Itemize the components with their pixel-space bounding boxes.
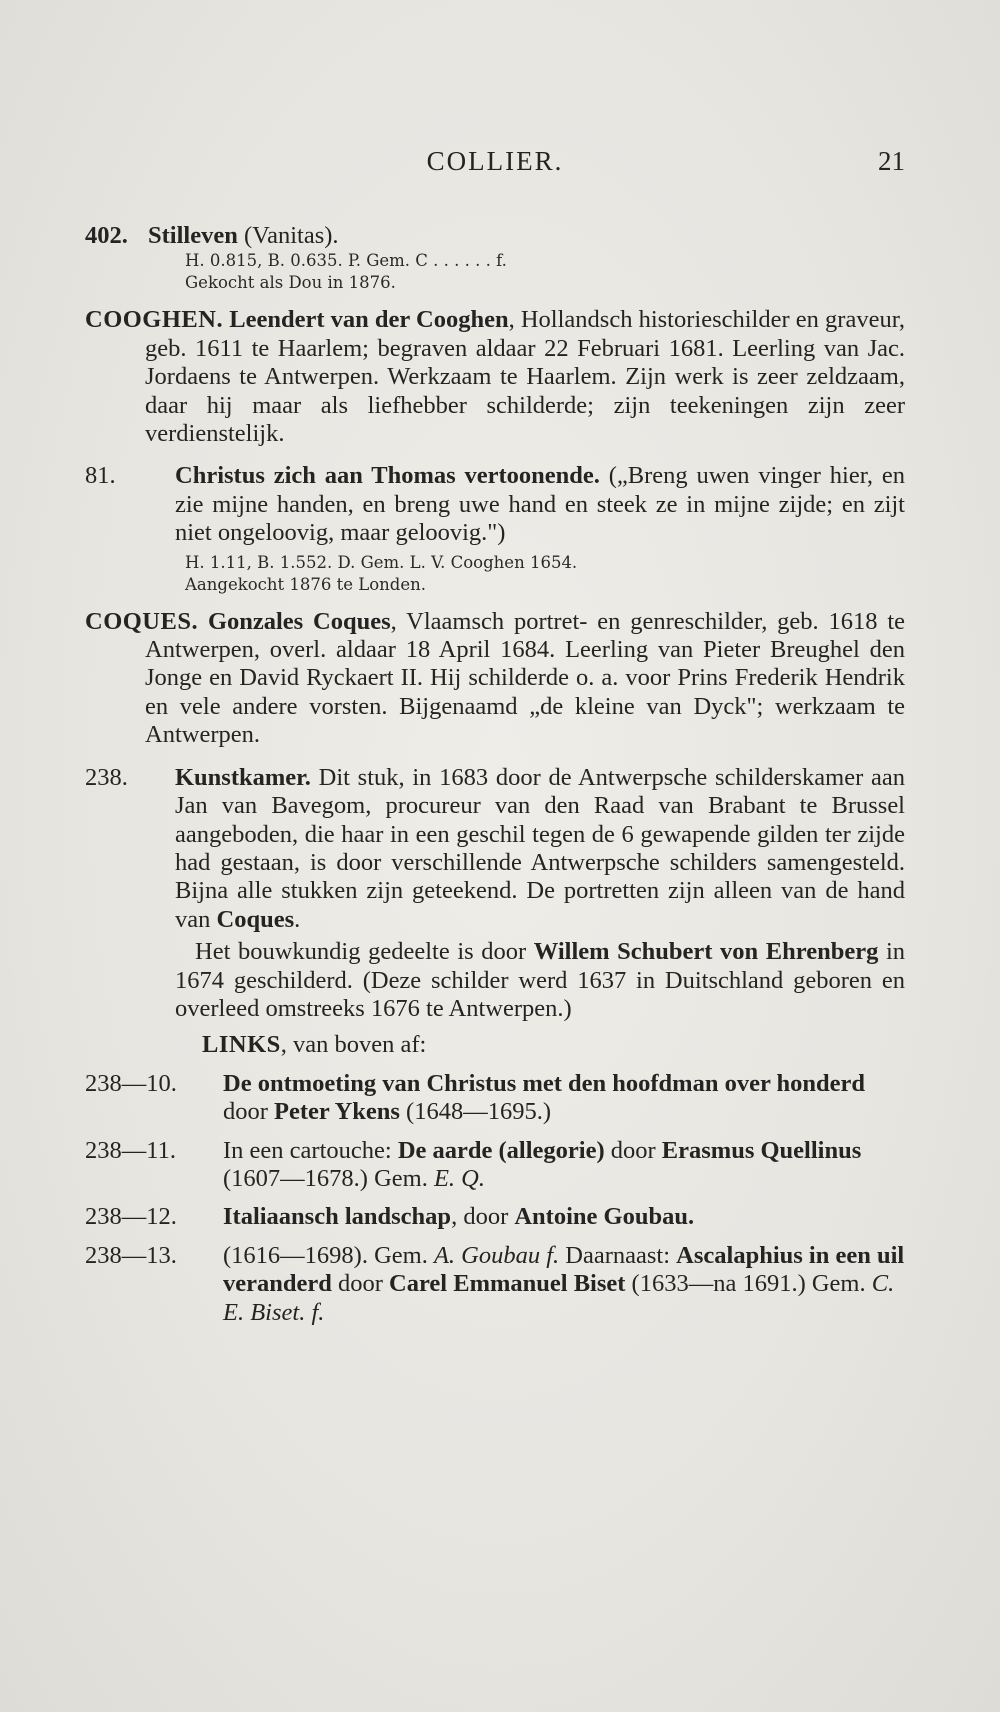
sub-item-artist: Antoine Goubau.: [514, 1203, 695, 1231]
artist-coques: [85, 608, 905, 750]
paragraph-text: Het bouwkundig gedeelte is door: [195, 938, 534, 966]
sub-item-by: , door: [451, 1203, 515, 1231]
sub-item-number: 238—11.: [85, 1136, 176, 1164]
sub-item-238-11: [85, 1137, 905, 1194]
paragraph-bouwkundig: [85, 938, 905, 1023]
artist-surname: COOGHEN.: [85, 306, 224, 334]
sub-item-artist: Carel Emmanuel Biset: [389, 1270, 626, 1298]
entry-subtitle: (Vanitas).: [237, 222, 339, 249]
sub-item-dates: (1648—1695.): [399, 1098, 551, 1126]
sub-item-title: Italiaansch landschap: [223, 1203, 452, 1231]
sub-item-by: door: [331, 1270, 390, 1298]
section-heading-rest: , van boven af:: [280, 1031, 427, 1059]
section-heading-links: [85, 1031, 905, 1059]
artwork-238: [85, 764, 905, 934]
running-title: COLLIER.: [426, 146, 564, 176]
artist-fullname: Leendert van der Cooghen: [229, 306, 509, 334]
artwork-provenance: Aangekocht 1876 te Londen.: [185, 574, 426, 594]
sub-item-dates: (1633—na 1691.) Gem.: [625, 1270, 872, 1298]
artwork-quote: („Breng uwen vinger hier, en zie mijne handen, en breng uwe hand en steek ze in mijne zijde; en zijt niet ongeloovig, maar geloovig."): [175, 462, 905, 547]
artwork-title: Kunstkamer.: [175, 763, 311, 791]
entry-number: 402.: [85, 222, 128, 249]
sub-item-dates: (1607—1678.) Gem.: [223, 1164, 434, 1192]
artwork-number: 81.: [85, 462, 116, 490]
entry-provenance: Gekocht als Dou in 1876.: [185, 273, 396, 293]
artwork-81: [85, 462, 905, 547]
page-content: [85, 222, 905, 1337]
entry-dimensions: H. 0.815, B. 0.635. P. Gem. C . . . . . . f.: [185, 251, 507, 271]
artist-biography: , Vlaamsch portret- en genreschilder, geb. 1618 te Antwerpen, overl. aldaar 18 April 1684. Leerling van Pieter Breughel den Jonge en David Ryckaert II. Hij schilderde o. a. voor Prins Frederik Hendrik en vele andere vorsten. Bijgenaamd „de kleine van Dyck"; werkzaam te Antwerpen.: [145, 607, 905, 749]
page-header: [85, 146, 905, 186]
section-heading-bold: LINKS: [202, 1031, 281, 1059]
entry-title: Stilleven: [148, 222, 238, 249]
sub-item-prefix: (1616—1698). Gem.: [223, 1241, 434, 1269]
sub-item-by: door: [223, 1098, 275, 1126]
sub-item-title: Ascalaphius in een uil veranderd: [223, 1241, 905, 1298]
sub-item-connector: Daarnaast:: [559, 1241, 677, 1269]
sub-item-title: De ontmoeting van Christus met den hoofdman over honderd: [223, 1069, 866, 1097]
artwork-description-end: .: [294, 905, 301, 933]
sub-item-by: door: [604, 1136, 662, 1164]
sub-item-number: 238—10.: [85, 1069, 177, 1097]
artwork-description: Dit stuk, in 1683 door de Antwerpsche schilderskamer aan Jan van Bavegom, procureur van den Raad van Brabant te Brussel aangeboden, die haar in een geschil tegen de 6 gewapende gilden ter zijde had gestaan, is door verschillende Antwerpsche schilders samengesteld. Bijna alle stukken zijn geteekend. De portretten zijn alleen van de hand van: [175, 763, 905, 933]
sub-item-signature: E. Q.: [433, 1164, 485, 1192]
sub-item-238-12: [85, 1203, 905, 1231]
sub-item-signature: A. Goubau f.: [433, 1241, 560, 1269]
sub-item-prefix: In een cartouche:: [223, 1136, 398, 1164]
sub-item-238-13: [85, 1242, 905, 1327]
sub-item-number: 238—13.: [85, 1241, 177, 1269]
sub-item-title: De aarde (allegorie): [397, 1136, 605, 1164]
artist-name-coques: Coques: [216, 905, 295, 933]
paragraph-text-end: in 1674 geschilderd. (Deze schilder werd 1637 in Duitschland geboren en overleed omstreeks 1676 te Antwerpen.): [175, 938, 905, 1022]
artist-fullname: Gonzales Coques: [207, 607, 391, 635]
artwork-number: 238.: [85, 763, 128, 791]
entry-heading: [85, 222, 905, 250]
artist-biography: , Hollandsch historieschilder en graveur, geb. 1611 te Haarlem; begraven aldaar 22 Februari 1681. Leerling van Jac. Jordaens te Antwerpen. Werkzaam te Haarlem. Zijn werk is zeer zeldzaam, daar hij maar als liefhebber schilderde; zijn teekeningen zijn zeer verdienstelijk.: [145, 306, 906, 448]
artist-surname: COQUES.: [85, 607, 199, 635]
sub-item-artist: Erasmus Quellinus: [661, 1136, 862, 1164]
sub-item-238-10: [85, 1070, 905, 1127]
sub-item-artist: Peter Ykens: [274, 1098, 400, 1126]
artwork-title: Christus zich aan Thomas vertoonende.: [175, 462, 600, 490]
page-number: 21: [878, 146, 905, 176]
sub-item-number: 238—12.: [85, 1203, 177, 1231]
catalog-entry-402: [85, 222, 905, 294]
artwork-dimensions: H. 1.11, B. 1.552. D. Gem. L. V. Cooghen 1654.: [185, 552, 578, 572]
sub-item-signature-2: C. E. Biset. f.: [223, 1270, 895, 1326]
artist-name-schubert: Willem Schubert von Ehrenberg: [533, 938, 879, 966]
artist-cooghen: [85, 306, 905, 448]
